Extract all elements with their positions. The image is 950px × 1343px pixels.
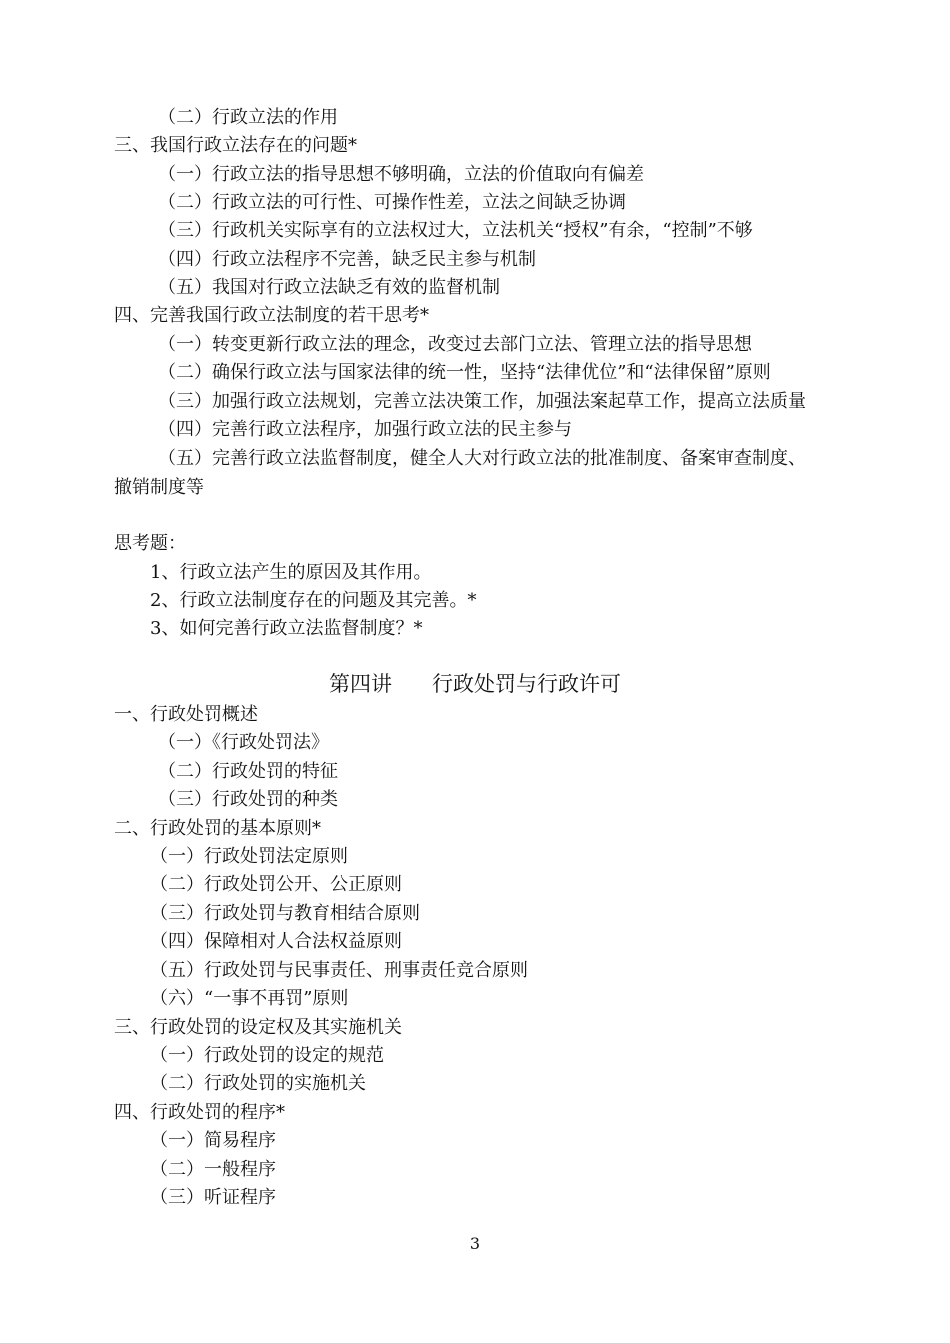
subsection-continuation: 撤销制度等: [114, 477, 204, 498]
subsection-line: （四）完善行政立法程序，加强行政立法的民主参与: [158, 419, 572, 440]
section-heading: 一、行政处罚概述: [114, 704, 258, 725]
subsection-line: （二）行政立法的可行性、可操作性差，立法之间缺乏协调: [158, 192, 626, 213]
lecture-title: 第四讲 行政处罚与行政许可: [328, 672, 622, 696]
question-item: 2、行政立法制度存在的问题及其完善。*: [150, 590, 477, 611]
subsection-line: （六）“一事不再罚”原则: [150, 988, 349, 1009]
subsection-line: （二）行政立法的作用: [158, 107, 338, 128]
subsection-line: （二）行政处罚公开、公正原则: [150, 874, 402, 895]
subsection-line: （一）行政处罚的设定的规范: [150, 1045, 384, 1066]
subsection-line: （一）简易程序: [150, 1130, 276, 1151]
subsection-line: （二）确保行政立法与国家法律的统一性，坚持“法律优位”和“法律保留”原则: [158, 362, 771, 383]
section-heading: 四、行政处罚的程序*: [114, 1102, 285, 1123]
subsection-line: （五）完善行政立法监督制度，健全人大对行政立法的批准制度、备案审查制度、: [158, 448, 806, 469]
question-item: 1、行政立法产生的原因及其作用。: [150, 562, 432, 583]
subsection-line: （一）《行政处罚法》: [158, 732, 329, 753]
page-number: 3: [469, 1234, 481, 1253]
section-heading: 二、行政处罚的基本原则*: [114, 818, 321, 839]
subsection-line: （三）听证程序: [150, 1187, 276, 1208]
subsection-line: （五）行政处罚与民事责任、刑事责任竞合原则: [150, 960, 528, 981]
subsection-line: （四）行政立法程序不完善，缺乏民主参与机制: [158, 249, 536, 270]
subsection-line: （三）行政处罚的种类: [158, 789, 338, 810]
section-heading: 三、我国行政立法存在的问题*: [114, 135, 357, 156]
subsection-line: （二）行政处罚的特征: [158, 761, 338, 782]
subsection-line: （三）行政处罚与教育相结合原则: [150, 903, 420, 924]
subsection-line: （三）加强行政立法规划，完善立法决策工作，加强法案起草工作，提高立法质量: [158, 391, 806, 412]
subsection-line: （四）保障相对人合法权益原则: [150, 931, 402, 952]
subsection-line: （一）行政处罚法定原则: [150, 846, 348, 867]
subsection-line: （二）行政处罚的实施机关: [150, 1073, 366, 1094]
questions-heading: 思考题：: [114, 533, 186, 554]
subsection-line: （二）一般程序: [150, 1159, 276, 1180]
subsection-line: （一）转变更新行政立法的理念，改变过去部门立法、管理立法的指导思想: [158, 334, 752, 355]
subsection-line: （一）行政立法的指导思想不够明确，立法的价值取向有偏差: [158, 164, 644, 185]
subsection-line: （五）我国对行政立法缺乏有效的监督机制: [158, 277, 500, 298]
subsection-line: （三）行政机关实际享有的立法权过大，立法机关“授权”有余，“控制”不够: [158, 220, 753, 241]
question-item: 3、如何完善行政立法监督制度？*: [150, 618, 423, 639]
section-heading: 三、行政处罚的设定权及其实施机关: [114, 1017, 402, 1038]
section-heading: 四、完善我国行政立法制度的若干思考*: [114, 305, 429, 326]
